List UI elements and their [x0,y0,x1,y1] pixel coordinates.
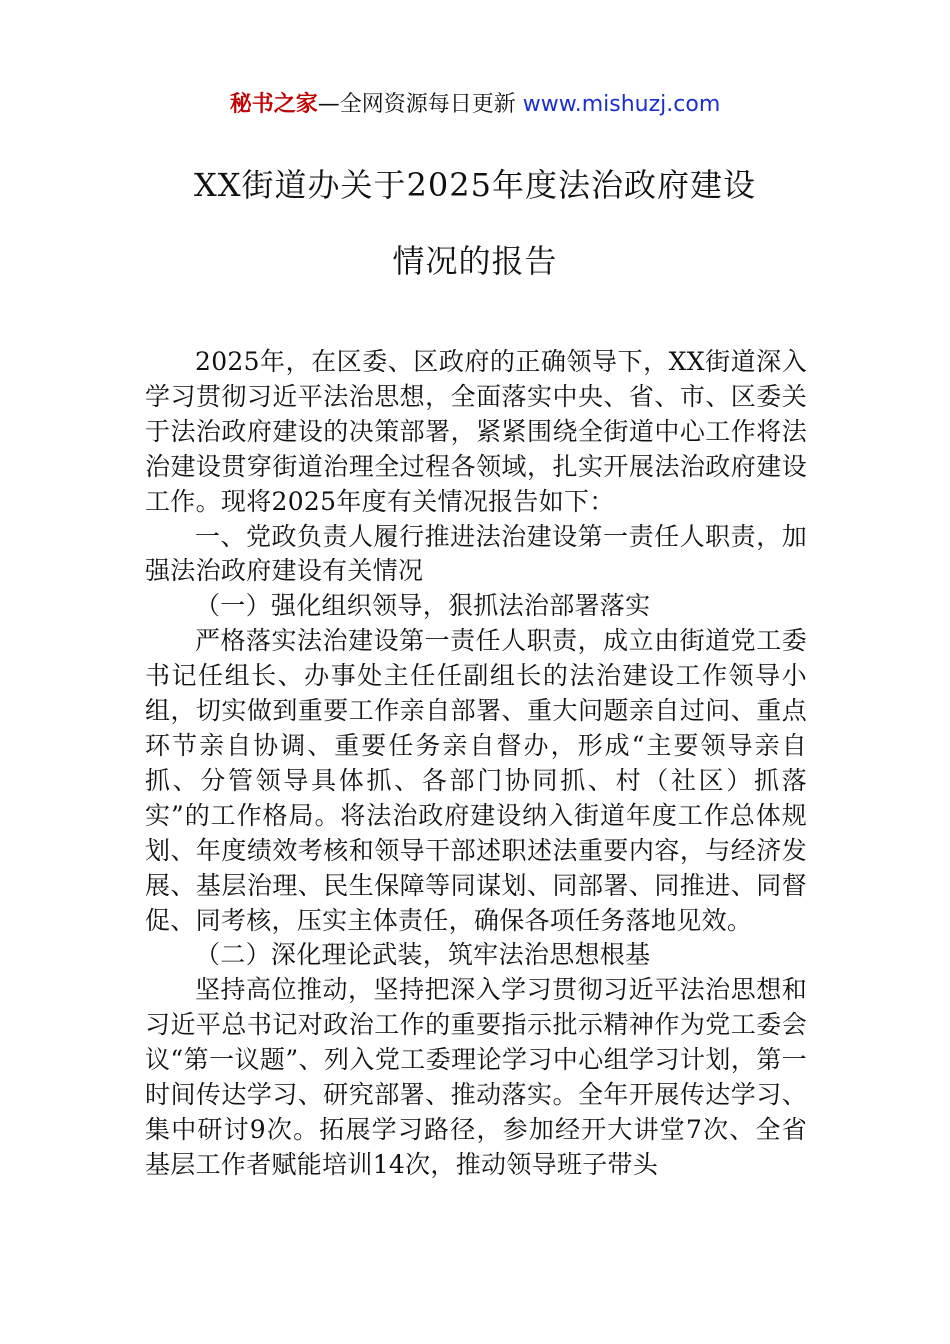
subsection-heading-2: （二）深化理论武装，筑牢法治思想根基 [195,940,651,970]
body-paragraph: 严格落实法治建设第一责任人职责，成立由街道党工委书记任组长、办事处主任任副组长的法治建设工作领导小组，切实做到重要工作亲自部署、重大问题亲自过问、重点环节亲自协调、重要任务亲自督办，形成“主要领导亲自抓、分管领导具体抓、各部门协同抓、村（社区）抓落实”的工作格局。将法治政府建设纳入街道年度工作总体规划、年度绩效考核和领导干部述职述法重要内容，与经济发展、基层治理、民生保障等同谋划、同部署、同推进、同督促、同考核，压实主体责任，确保各项任务落地见效。 [145,626,807,935]
site-url-link[interactable]: www.mishuzj.com [522,92,721,117]
document-title [100,160,850,286]
subsection-heading-1: （一）强化组织领导，狠抓法治部署落实 [195,591,651,621]
document-title-line-2: 情况的报告 [392,242,558,280]
body-paragraph: 坚持高位推动，坚持把深入学习贯彻习近平法治思想和习近平总书记对政治工作的重要指示批示精神作为党工委会议“第一议题”、列入党工委理论学习中心组学习计划，第一时间传达学习、研究部署、推动落实。全年开展传达学习、集中研讨9次。拓展学习路径，参加经开大讲堂7次、全省基层工作者赋能培训14次，推动领导班子带头 [145,975,807,1179]
document-body [145,345,807,1183]
site-tagline: —全网资源每日更新 [317,92,523,117]
site-header [0,88,950,122]
intro-paragraph: 2025年，在区委、区政府的正确领导下，XX街道深入学习贯彻习近平法治思想，全面落实中央、省、市、区委关于法治政府建设的决策部署，紧紧围绕全街道中心工作将法治建设贯穿街道治理全过程各领域，扎实开展法治政府建设工作。现将2025年度有关情况报告如下： [145,347,807,516]
document-title-line-1: XX街道办关于2025年度法治政府建设 [193,166,756,204]
site-brand: 秘书之家 [229,92,318,117]
section-heading-1: 一、党政负责人履行推进法治建设第一责任人职责，加强法治政府建设有关情况 [145,521,807,586]
